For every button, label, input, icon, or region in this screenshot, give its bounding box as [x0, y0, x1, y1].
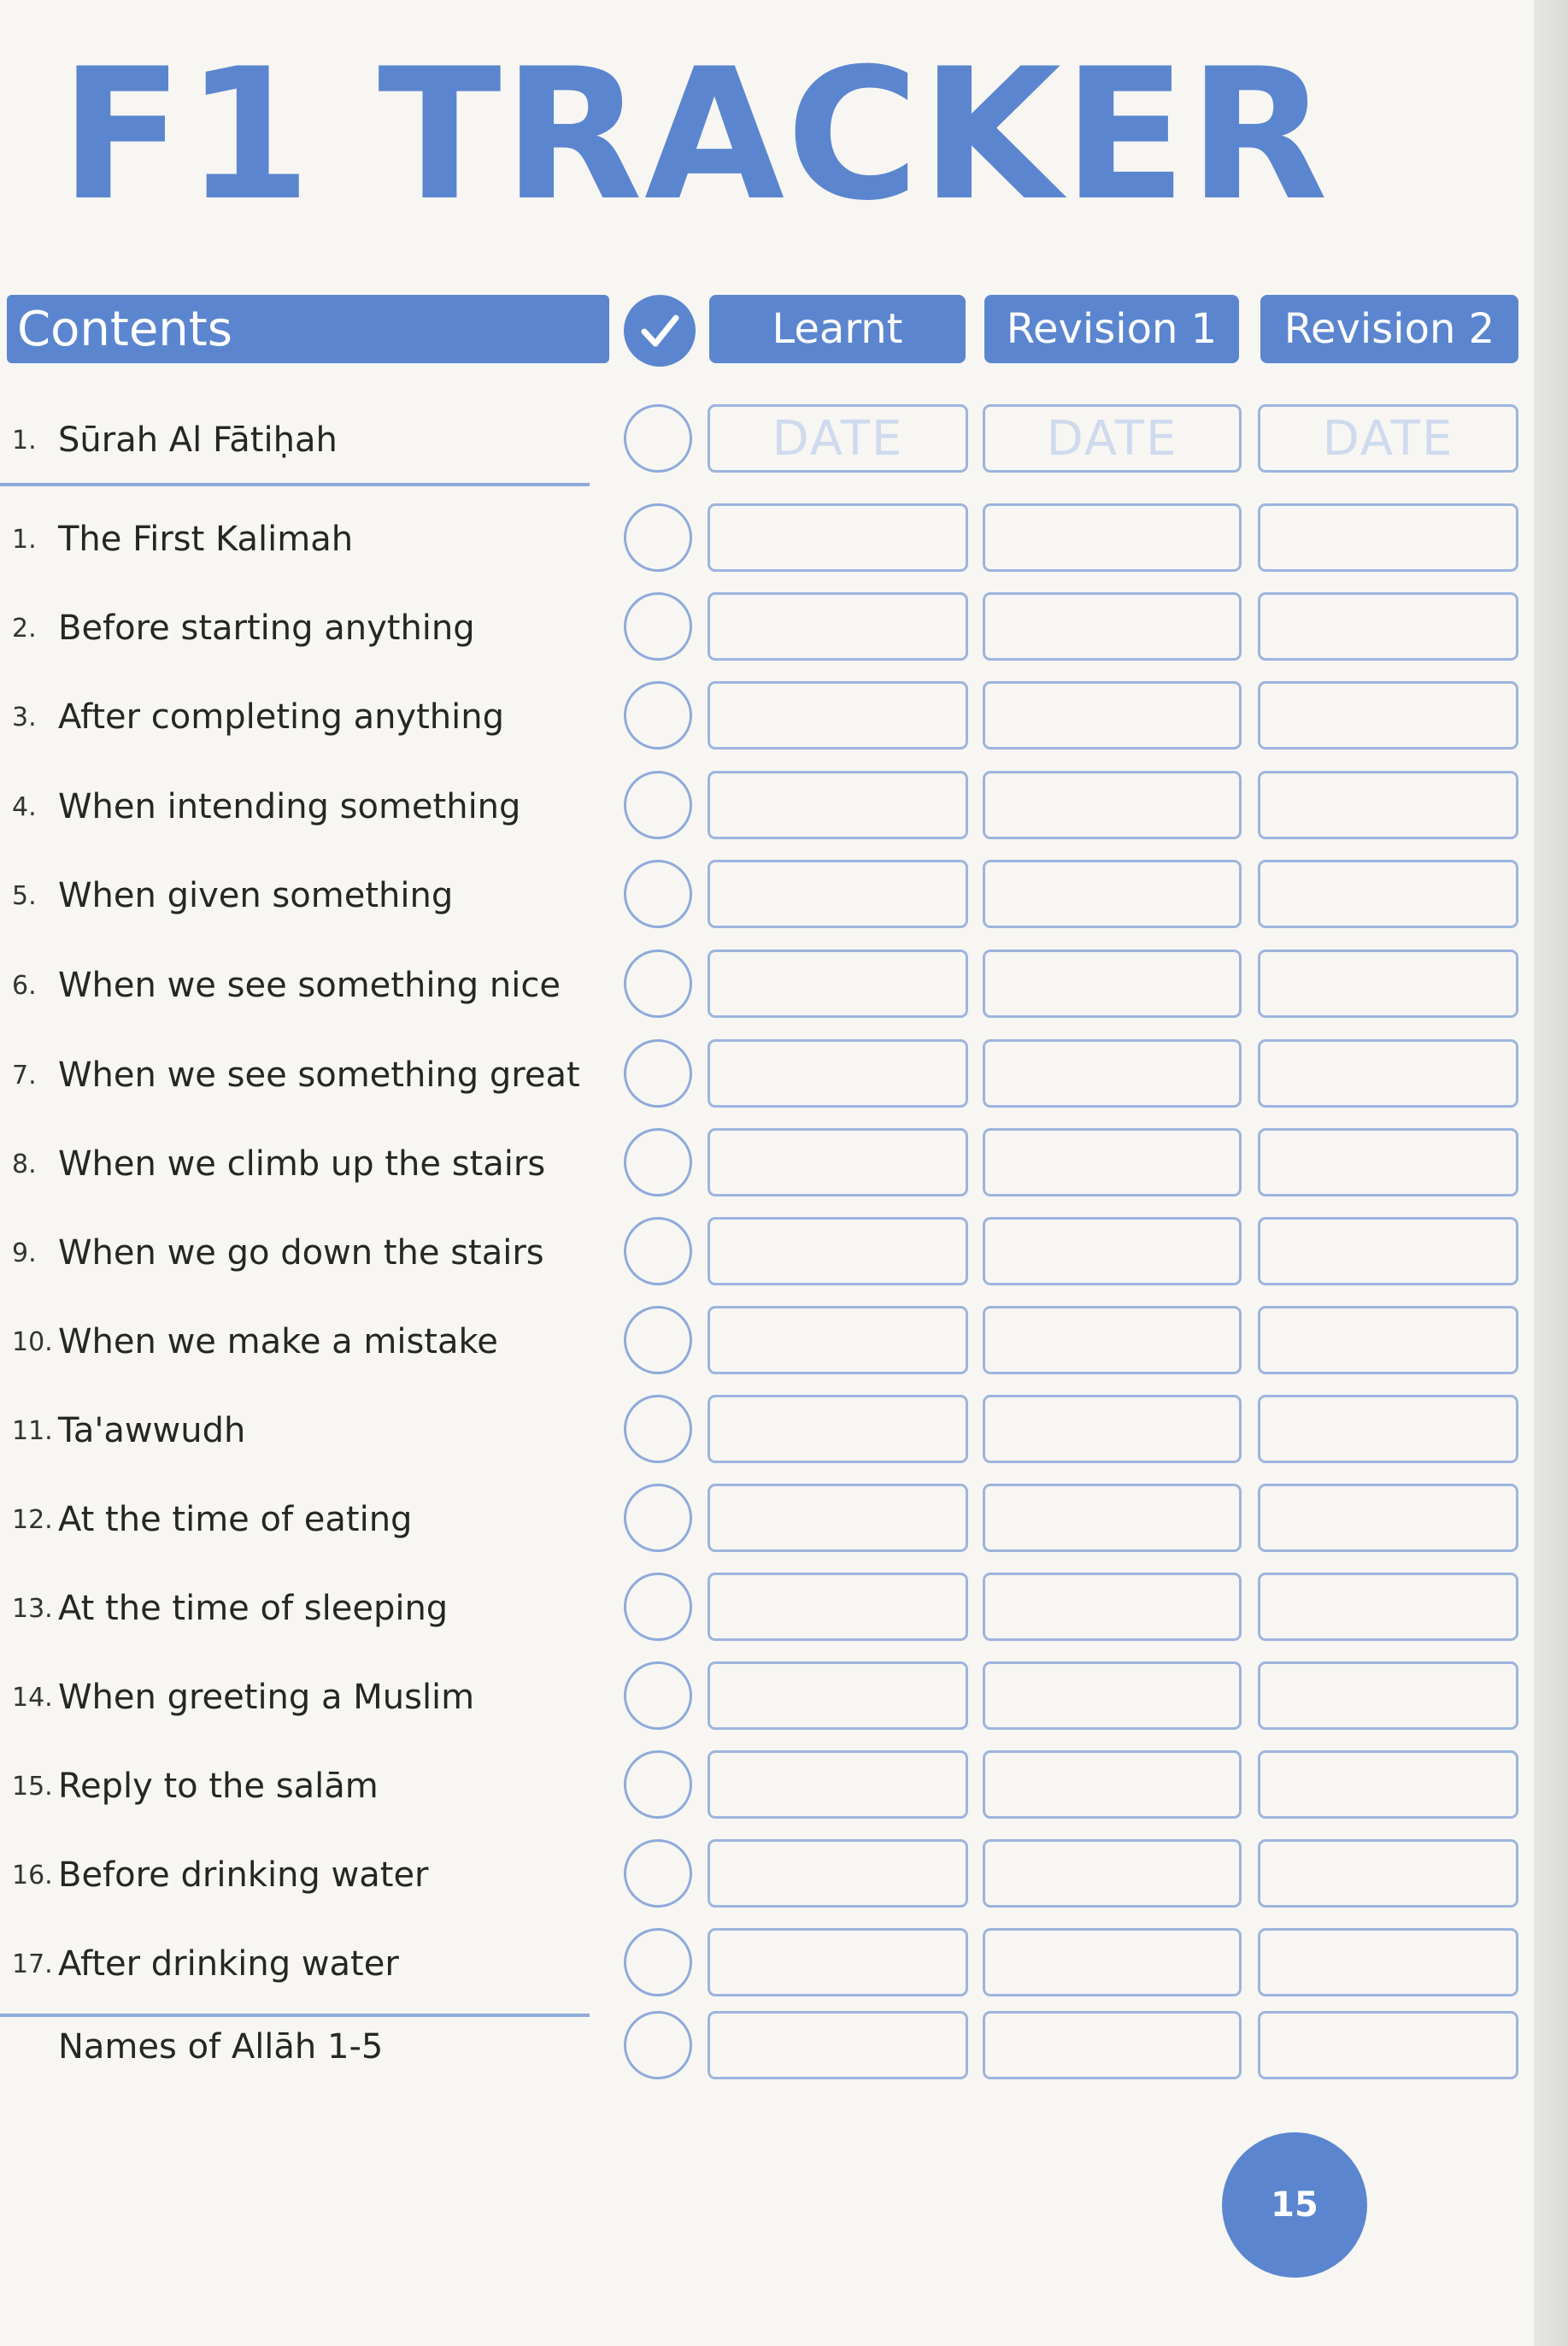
tracker-row [0, 1214, 1534, 1291]
done-checkbox[interactable] [624, 860, 692, 928]
done-checkbox[interactable] [624, 404, 692, 473]
revision-2-date-box[interactable] [1258, 1839, 1518, 1908]
item-number: 14. [12, 1682, 53, 1713]
section-divider [0, 483, 590, 486]
item-text: When we climb up the stairs [58, 1144, 546, 1184]
learnt-date-box[interactable] [708, 771, 968, 839]
item-text: Before drinking water [58, 1855, 429, 1895]
item-label [12, 1659, 474, 1736]
tracker-row [0, 1303, 1534, 1380]
item-number: 1. [12, 425, 37, 456]
item-label [12, 590, 475, 667]
item-text: When we see something nice [58, 966, 561, 1005]
revision-1-date-box[interactable] [983, 1395, 1242, 1463]
item-label [12, 1481, 412, 1558]
item-label [12, 2008, 383, 2085]
item-text: When we make a mistake [58, 1322, 498, 1361]
done-checkbox[interactable] [624, 1395, 692, 1463]
item-number: 1. [12, 524, 37, 555]
item-text: Sūrah Al Fātiḥah [58, 420, 338, 460]
revision-1-date-box[interactable] [983, 1128, 1242, 1197]
tracker-row [0, 1037, 1534, 1114]
learnt-date-box[interactable] [708, 1128, 968, 1197]
done-checkbox[interactable] [624, 1306, 692, 1374]
revision-1-date-box[interactable] [983, 1306, 1242, 1374]
revision-2-date-box[interactable] [1258, 1039, 1518, 1108]
item-number: 12. [12, 1504, 53, 1535]
tracker-row [0, 1837, 1534, 1914]
revision-2-date-box[interactable] [1258, 1484, 1518, 1552]
item-label [12, 1392, 245, 1469]
contents-header: Contents [7, 295, 609, 363]
revision-1-date-box[interactable] [983, 1750, 1242, 1819]
revision-2-date-box[interactable] [1258, 1928, 1518, 1996]
tracker-row [0, 1392, 1534, 1469]
item-label [12, 768, 520, 845]
done-checkbox[interactable] [624, 1484, 692, 1552]
done-checkbox[interactable] [624, 1661, 692, 1730]
item-number: 13. [12, 1593, 53, 1624]
item-number: 16. [12, 1860, 53, 1890]
item-text: Ta'awwudh [58, 1411, 246, 1450]
learnt-date-box[interactable] [708, 1484, 968, 1552]
learnt-header: Learnt [709, 295, 966, 363]
learnt-date-box[interactable] [708, 950, 968, 1018]
tracker-row [0, 590, 1534, 667]
tracker-row [0, 768, 1534, 845]
learnt-date-box[interactable] [708, 681, 968, 750]
item-label [12, 1214, 544, 1291]
revision-1-date-box[interactable] [983, 1661, 1242, 1730]
item-text: When we see something great [58, 1055, 580, 1095]
item-number: 2. [12, 613, 37, 644]
revision-2-date-box[interactable] [1258, 1395, 1518, 1463]
learnt-date-box[interactable] [708, 1573, 968, 1641]
done-checkbox[interactable] [624, 1839, 692, 1908]
revision-1-date-box[interactable]: DATE [983, 404, 1242, 473]
learnt-date-box[interactable] [708, 592, 968, 661]
learnt-date-box[interactable] [708, 1839, 968, 1908]
item-number: 10. [12, 1326, 53, 1357]
revision-2-date-box[interactable] [1258, 950, 1518, 1018]
learnt-date-box[interactable] [708, 1306, 968, 1374]
revision-1-date-box[interactable] [983, 771, 1242, 839]
item-label [12, 1837, 429, 1914]
item-text: When greeting a Muslim [58, 1678, 475, 1717]
revision-2-date-box[interactable] [1258, 1128, 1518, 1197]
learnt-date-box[interactable] [708, 1039, 968, 1108]
item-number: 9. [12, 1238, 37, 1268]
revision-2-date-box[interactable] [1258, 1306, 1518, 1374]
item-label [12, 857, 453, 934]
done-checkbox[interactable] [624, 592, 692, 661]
revision-1-date-box[interactable] [983, 503, 1242, 572]
item-text: Reply to the salām [58, 1767, 379, 1806]
item-label [12, 1303, 498, 1380]
page-edge [1534, 0, 1568, 2346]
item-number: 4. [12, 791, 37, 822]
tracker-row [0, 1659, 1534, 1736]
revision-1-date-box[interactable] [983, 2011, 1242, 2079]
revision-2-date-box[interactable] [1258, 592, 1518, 661]
tracker-row [0, 402, 1534, 479]
revision-1-header: Revision 1 [984, 295, 1239, 363]
revision-2-date-box[interactable] [1258, 681, 1518, 750]
item-label [12, 501, 353, 578]
item-label [12, 1037, 580, 1114]
done-checkbox[interactable] [624, 771, 692, 839]
revision-2-date-box[interactable] [1258, 860, 1518, 928]
item-text: Names of Allāh 1-5 [58, 2027, 384, 2067]
item-text: At the time of sleeping [58, 1589, 449, 1628]
done-checkbox[interactable] [624, 1217, 692, 1285]
done-checkbox[interactable] [624, 1928, 692, 1996]
learnt-date-box[interactable] [708, 1928, 968, 1996]
revision-2-date-box[interactable] [1258, 1217, 1518, 1285]
item-text: Before starting anything [58, 609, 475, 648]
item-text: The First Kalimah [58, 520, 354, 559]
tracker-row [0, 1748, 1534, 1825]
revision-2-header: Revision 2 [1260, 295, 1518, 363]
revision-1-date-box[interactable] [983, 1928, 1242, 1996]
item-number: 6. [12, 970, 37, 1001]
section-divider [0, 2014, 590, 2017]
page-title: F1 TRACKER [60, 29, 1330, 240]
done-checkbox[interactable] [624, 1750, 692, 1819]
revision-1-date-box[interactable] [983, 1573, 1242, 1641]
item-text: After drinking water [58, 1944, 399, 1984]
revision-1-date-box[interactable] [983, 950, 1242, 1018]
done-checkbox[interactable] [624, 681, 692, 750]
tracker-row [0, 501, 1534, 578]
revision-1-date-box[interactable] [983, 860, 1242, 928]
learnt-date-box[interactable] [708, 860, 968, 928]
item-text: When we go down the stairs [58, 1233, 544, 1273]
item-text: After completing anything [58, 697, 504, 737]
done-checkbox[interactable] [624, 1128, 692, 1197]
item-number: 7. [12, 1060, 37, 1091]
revision-1-date-box[interactable] [983, 681, 1242, 750]
done-checkbox[interactable] [624, 1573, 692, 1641]
revision-1-date-box[interactable] [983, 1039, 1242, 1108]
revision-2-date-box[interactable] [1258, 1573, 1518, 1641]
item-label [12, 947, 561, 1024]
checkmark-icon [624, 295, 696, 367]
checkmark-icon-glyph [636, 307, 684, 355]
done-checkbox[interactable] [624, 950, 692, 1018]
learnt-date-box[interactable] [708, 2011, 968, 2079]
learnt-date-box[interactable] [708, 503, 968, 572]
revision-1-date-box[interactable] [983, 1217, 1242, 1285]
item-label [12, 1748, 379, 1825]
learnt-date-box[interactable]: DATE [708, 404, 968, 473]
page-number: 15 [1222, 2132, 1367, 2278]
revision-2-date-box[interactable] [1258, 1750, 1518, 1819]
tracker-row [0, 947, 1534, 1024]
item-label [12, 1570, 448, 1647]
learnt-date-box[interactable] [708, 1395, 968, 1463]
learnt-date-box[interactable] [708, 1750, 968, 1819]
item-text: At the time of eating [58, 1500, 413, 1539]
revision-1-date-box[interactable] [983, 592, 1242, 661]
item-number: 17. [12, 1949, 53, 1979]
item-number: 5. [12, 880, 37, 911]
tracker-row [0, 857, 1534, 934]
done-checkbox[interactable] [624, 503, 692, 572]
item-number: 11. [12, 1415, 53, 1446]
revision-2-date-box[interactable]: DATE [1258, 404, 1518, 473]
revision-2-date-box[interactable] [1258, 503, 1518, 572]
tracker-row [0, 1481, 1534, 1558]
tracker-row [0, 1570, 1534, 1647]
item-label [12, 679, 504, 756]
tracker-row [0, 679, 1534, 756]
done-checkbox[interactable] [624, 1039, 692, 1108]
item-number: 3. [12, 702, 37, 732]
item-number: 15. [12, 1771, 53, 1802]
item-number: 8. [12, 1149, 37, 1179]
item-label [12, 402, 338, 479]
tracker-row [0, 2008, 1534, 2085]
revision-2-date-box[interactable] [1258, 771, 1518, 839]
revision-1-date-box[interactable] [983, 1839, 1242, 1908]
revision-2-date-box[interactable] [1258, 1661, 1518, 1730]
revision-1-date-box[interactable] [983, 1484, 1242, 1552]
revision-2-date-box[interactable] [1258, 2011, 1518, 2079]
item-text: When intending something [58, 787, 521, 826]
tracker-row [0, 1926, 1534, 2002]
learnt-date-box[interactable] [708, 1217, 968, 1285]
item-label [12, 1126, 545, 1202]
item-text: When given something [58, 876, 454, 915]
learnt-date-box[interactable] [708, 1661, 968, 1730]
done-checkbox[interactable] [624, 2011, 692, 2079]
item-label [12, 1926, 399, 2002]
tracker-row [0, 1126, 1534, 1202]
